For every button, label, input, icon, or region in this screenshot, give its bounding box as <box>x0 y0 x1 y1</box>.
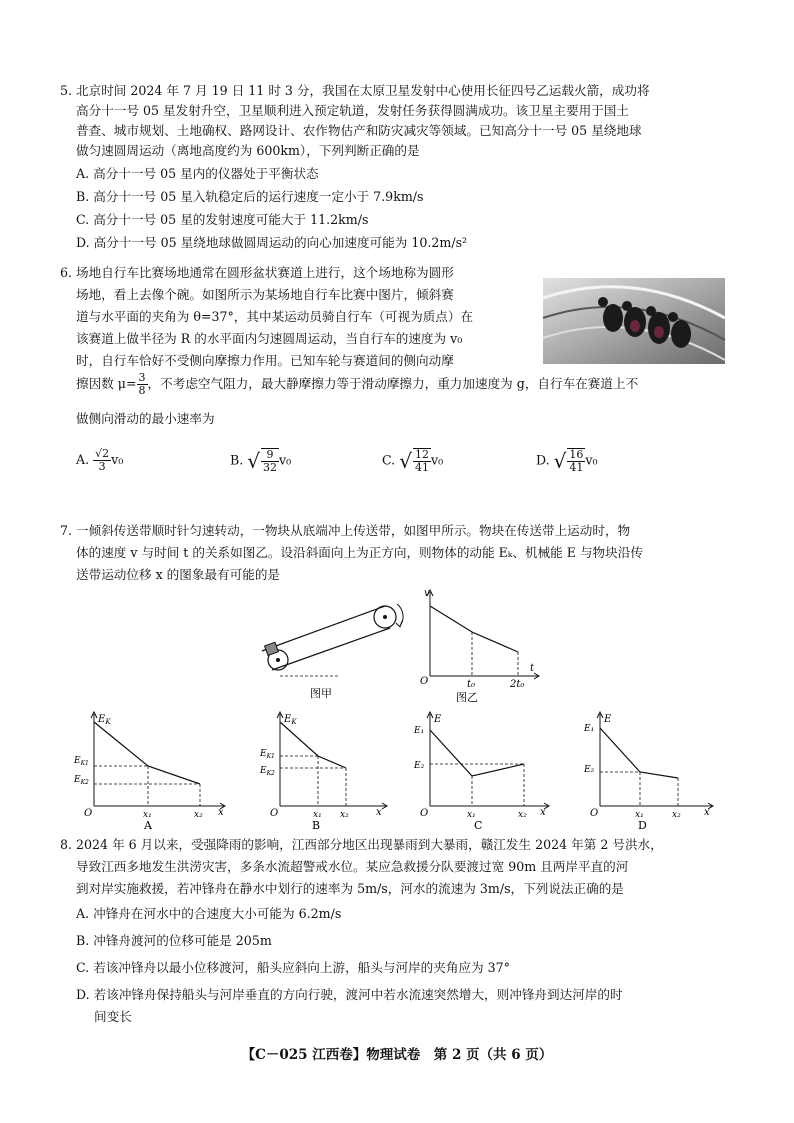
q5-option-b: B. 高分十一号 05 星入轨稳定后的运行速度一定小于 7.9km/s <box>76 189 424 204</box>
svg-text:x₂: x₂ <box>672 810 681 820</box>
svg-text:x: x <box>376 807 382 818</box>
q7-stem-line-1: 7. 一倾斜传送带顺时针匀速转动，一物块从底端冲上传送带，如图甲所示。物块在传送带上运动时，物 <box>60 523 631 538</box>
svg-text:x₂: x₂ <box>340 810 349 820</box>
q6-stem-line-2: 场地，看上去像个碗。如图所示为某场地自行车比赛中图片，倾斜赛 <box>76 287 454 302</box>
q6-option-b <box>230 448 291 474</box>
svg-text:x: x <box>704 807 710 818</box>
page-footer: 【C－025 江西卷】物理试卷 第 2 页（共 6 页） <box>241 1047 553 1063</box>
d-numerator: 16 <box>569 448 584 461</box>
q6-stem-line-1: 6. 场地自行车比赛场地通常在圆形盆状赛道上进行，这个场地称为圆形 <box>60 265 454 280</box>
d-denominator: 41 <box>569 461 584 474</box>
a-v0: v₀ <box>111 452 124 467</box>
svg-text:EK2: $E_{K2}$ <box>260 766 275 777</box>
svg-text:E₁: E₁ <box>584 724 595 734</box>
graph-d-label: D <box>638 819 647 832</box>
svg-text:E: E <box>604 714 612 725</box>
t-axis-label: t <box>530 663 535 674</box>
svg-text:E₂: E₂ <box>584 765 595 775</box>
graph-d <box>583 712 713 832</box>
graph-a-label: A <box>144 819 152 832</box>
q6-option-c-label: C. <box>382 452 396 468</box>
q6-stem-line-7: 做侧向滑动的最小速率为 <box>76 411 215 426</box>
svg-text:EK2: $E_{K2}$ <box>74 775 89 786</box>
q6-stem-line-6 <box>76 372 638 397</box>
t0-label: t₀ <box>467 679 476 690</box>
q5-option-d: D. 高分十一号 05 星绕地球做圆周运动的向心加速度可能为 10.2m/s² <box>76 235 468 250</box>
q7-stem-line-3: 送带运动位移 x 的图象最有可能的是 <box>76 567 281 582</box>
graph-c-label: C <box>474 819 483 832</box>
2t0-label: 2t₀ <box>510 679 525 690</box>
svg-text:x₂: x₂ <box>194 810 203 820</box>
svg-text:x: x <box>540 807 546 818</box>
svg-text:E₁: E₁ <box>414 726 425 736</box>
cycling-track-photo <box>543 278 725 364</box>
sqrt-icon: √ <box>247 449 261 473</box>
q5-option-c: C. 高分十一号 05 星的发射速度可能大于 11.2km/s <box>76 212 369 227</box>
svg-text:EK1: $E_{K1}$ <box>260 749 275 760</box>
svg-text:O: O <box>84 808 93 819</box>
q8-option-c: C. 若该冲锋舟以最小位移渡河，船头应斜向上游，船头与河岸的夹角应为 37° <box>76 960 510 975</box>
graph-a <box>73 712 225 832</box>
svg-text:x₁: x₁ <box>635 810 644 820</box>
q6-stem-line-5: 时，自行车恰好不受侧向摩擦力作用。已知车轮与赛道间的侧向动摩 <box>76 353 454 368</box>
fig-yi-label: 图乙 <box>456 691 478 704</box>
b-v0: v₀ <box>279 452 292 468</box>
svg-text:x: x <box>218 807 224 818</box>
q6-option-d <box>536 448 598 474</box>
q6-option-d-fraction <box>567 448 585 474</box>
conveyor-figure <box>250 596 420 700</box>
b-numerator: 9 <box>261 449 279 462</box>
svg-text:x₁: x₁ <box>467 810 476 820</box>
q5-option-a: A. 高分十一号 05 星内的仪器处于平衡状态 <box>76 166 319 181</box>
svg-text:EK: $E_K$ <box>98 714 111 726</box>
q7-option-graphs <box>76 706 726 832</box>
q8-option-a: A. 冲锋舟在河水中的合速度大小可能为 6.2m/s <box>76 906 342 921</box>
svg-text:x₂: x₂ <box>518 810 527 820</box>
q5-stem-line-1: 5. 北京时间 2024 年 7 月 19 日 11 时 3 分，我国在太原卫星发射中心使用长征四号乙运载火箭，成功将 <box>60 83 650 98</box>
graph-b <box>259 712 387 832</box>
q5-stem-line-4: 做匀速圆周运动（离地高度约为 600km），下列判断正确的是 <box>76 143 420 158</box>
c-denominator: 41 <box>414 461 429 474</box>
svg-text:EK1: $E_{K1}$ <box>74 756 89 767</box>
q6-option-b-label: B. <box>230 452 244 468</box>
vt-graph <box>410 584 544 704</box>
q8-stem-line-3: 到对岸实施救援，若冲锋舟在静水中划行的速率为 5m/s，河水的流速为 3m/s，下列说法正确的是 <box>76 881 624 896</box>
q6-option-d-label: D. <box>536 452 550 468</box>
q6-stem-line-6-rest: ，不考虑空气阻力，最大静摩擦力等于滑动摩擦力，重力加速度为 g，自行车在赛道上不 <box>147 376 639 391</box>
a-denominator: 3 <box>98 460 106 473</box>
q8-stem-line-2: 导致江西多地发生洪涝灾害，多条水流超警戒水位。某应急救援分队要渡过宽 90m 且两岸平直的河 <box>76 859 629 874</box>
svg-text:O: O <box>270 808 279 819</box>
q6-option-a-label: A. <box>76 452 90 467</box>
svg-text:x₁: x₁ <box>143 810 152 820</box>
origin-label: O <box>420 676 429 687</box>
svg-text:E₂: E₂ <box>414 761 425 771</box>
svg-text:E: E <box>434 714 442 725</box>
mu-denominator: 8 <box>138 384 146 397</box>
a-numerator: √2 <box>95 447 110 460</box>
svg-text:EK: $E_K$ <box>284 714 297 726</box>
q8-option-b: B. 冲锋舟渡河的位移可能是 205m <box>76 933 272 948</box>
q6-option-c-fraction <box>413 448 431 474</box>
svg-text:O: O <box>590 808 599 819</box>
q6-stem-line-4: 该赛道上做半径为 R 的水平面内匀速圆周运动，当自行车的速度为 v₀ <box>76 331 463 346</box>
c-v0: v₀ <box>430 452 444 468</box>
v-axis-label: v <box>424 588 430 599</box>
q8-option-d-line-2: 间变长 <box>94 1009 132 1024</box>
mu-numerator: 3 <box>138 371 146 384</box>
q6-mu-prefix: 擦因数 μ= <box>76 376 137 391</box>
d-v0: v₀ <box>585 452 598 468</box>
cycling-track-illustration <box>543 278 725 364</box>
q6-option-a <box>76 448 123 473</box>
sqrt-icon: √ <box>399 449 412 473</box>
q8-option-d-line-1: D. 若该冲锋舟保持船头与河岸垂直的方向行驶，渡河中若水流速突然增大，则冲锋舟到达河岸的时 <box>76 987 623 1002</box>
q6-mu-fraction <box>137 372 148 397</box>
q5-stem-line-3: 普查、城市规划、土地确权、路网设计、农作物估产和防灾减灾等领域。已知高分十一号 05 星绕地球 <box>76 123 642 138</box>
svg-text:O: O <box>420 808 429 819</box>
fig-jia-label: 图甲 <box>310 687 332 700</box>
q6-option-a-fraction <box>93 448 111 473</box>
sqrt-icon: √ <box>553 449 567 473</box>
svg-text:x₁: x₁ <box>313 810 322 820</box>
graph-c <box>413 712 549 832</box>
q6-stem-line-3: 道与水平面的夹角为 θ=37°，其中某运动员骑自行车（可视为质点）在 <box>76 309 474 324</box>
graph-b-label: B <box>312 819 321 832</box>
q7-stem-line-2: 体的速度 v 与时间 t 的关系如图乙。设沿斜面向上为正方向，则物体的动能 Eₖ、机械能 E 与物块沿传 <box>76 545 643 560</box>
q6-option-b-fraction <box>261 448 279 474</box>
q5-stem-line-2: 高分十一号 05 星发射升空，卫星顺利进入预定轨道，发射任务获得圆满成功。该卫星主要用于国土 <box>76 103 629 118</box>
q8-stem-line-1: 8. 2024 年 6 月以来，受强降雨的影响，江西部分地区出现暴雨到大暴雨，赣江发生 2024 年第 2 号洪水， <box>60 837 663 852</box>
c-numerator: 12 <box>414 448 429 461</box>
q6-option-c <box>382 448 443 474</box>
b-denominator: 32 <box>263 461 278 474</box>
